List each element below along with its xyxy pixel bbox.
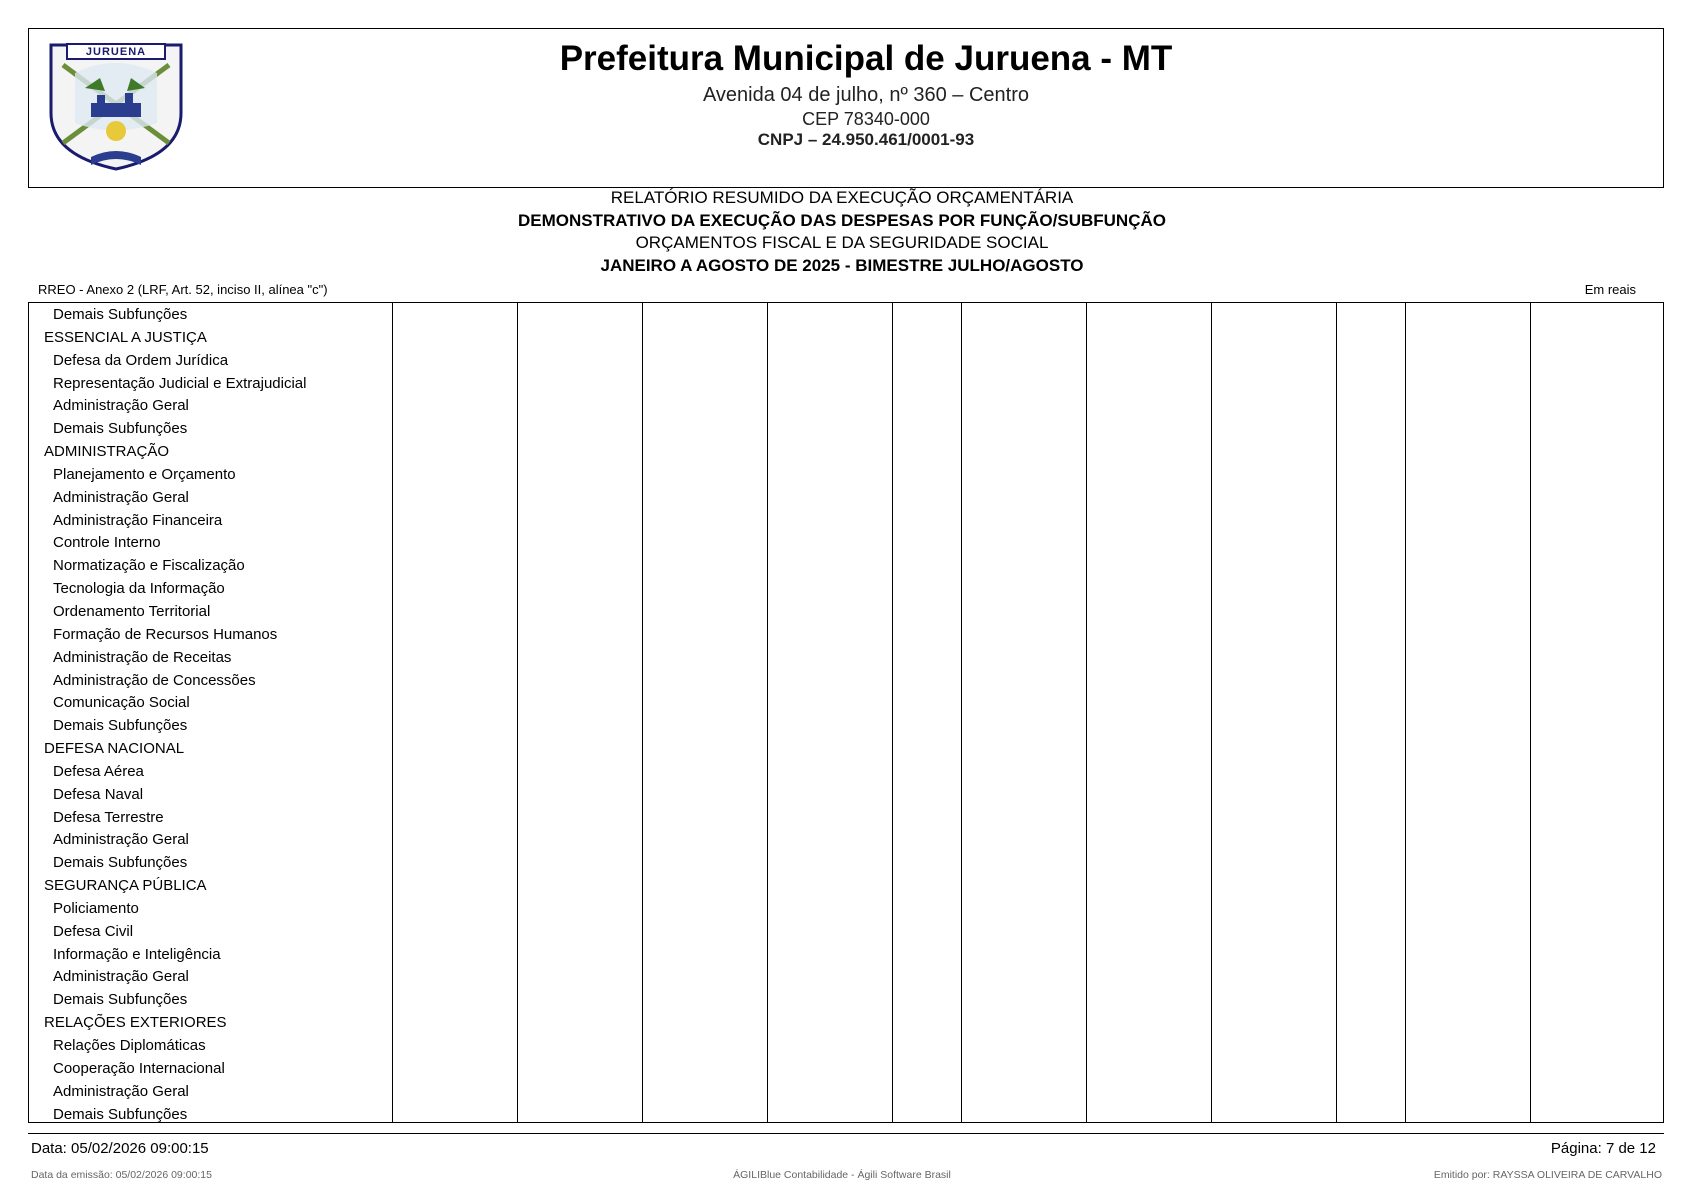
subfunction-row: Administração de Concessões xyxy=(53,671,256,689)
subfunction-row: Comunicação Social xyxy=(53,694,190,712)
subfunction-row: Administração Geral xyxy=(53,1082,189,1100)
subfunction-row: Defesa Civil xyxy=(53,922,134,940)
footer-page-number: Página: 7 de 12 xyxy=(1550,1140,1656,1157)
subfunction-row: Informação e Inteligência xyxy=(53,945,221,963)
subfunction-row: Tecnologia da Informação xyxy=(53,580,225,598)
subfunction-row: Defesa Terrestre xyxy=(53,808,164,826)
footer-emission-date: Data da emissão: 05/02/2026 09:00:15 xyxy=(31,1169,212,1181)
data-table xyxy=(28,302,1664,1123)
column-divider xyxy=(961,303,962,1122)
column-divider xyxy=(892,303,893,1122)
report-title-1: RELATÓRIO RESUMIDO DA EXECUÇÃO ORÇAMENTÁRIA xyxy=(610,188,1074,207)
subfunction-row: Demais Subfunções xyxy=(53,991,188,1009)
subfunction-row: Administração Geral xyxy=(53,488,189,506)
header-cep: CEP 78340-000 xyxy=(802,109,930,129)
subfunction-row: Administração Geral xyxy=(53,831,189,849)
subfunction-row: Defesa Aérea xyxy=(53,762,144,780)
footer-issued-by: Emitido por: RAYSSA OLIVEIRA DE CARVALHO xyxy=(1433,1169,1662,1181)
function-list xyxy=(29,304,389,1126)
column-divider xyxy=(1530,303,1531,1122)
column-divider xyxy=(517,303,518,1122)
column-divider xyxy=(767,303,768,1122)
column-divider xyxy=(642,303,643,1122)
subfunction-row: Demais Subfunções xyxy=(53,717,188,735)
footer-software: ÁGILIBlue Contabilidade - Ágili Software Brasil xyxy=(733,1169,951,1181)
subfunction-row: Demais Subfunções xyxy=(53,854,188,872)
subfunction-row: Demais Subfunções xyxy=(53,420,188,438)
subfunction-row: Demais Subfunções xyxy=(53,306,188,323)
column-divider xyxy=(1086,303,1087,1122)
subfunction-row: Policiamento xyxy=(53,899,139,917)
annex-reference: RREO - Anexo 2 (LRF, Art. 52, inciso II, alínea "c") xyxy=(38,282,328,297)
column-divider xyxy=(1336,303,1337,1122)
column-divider xyxy=(1405,303,1406,1122)
footer-divider xyxy=(28,1133,1664,1134)
subfunction-row: Normatização e Fiscalização xyxy=(53,557,245,575)
subfunction-row: Planejamento e Orçamento xyxy=(53,465,236,483)
header-address: Avenida 04 de julho, nº 360 – Centro xyxy=(702,84,1030,106)
subfunction-row: Administração de Receitas xyxy=(53,648,232,666)
header-cnpj: CNPJ – 24.950.461/0001-93 xyxy=(757,130,975,149)
subfunction-row: Administração Financeira xyxy=(53,511,223,529)
function-row: SEGURANÇA PÚBLICA xyxy=(44,877,207,895)
subfunction-row: Cooperação Internacional xyxy=(53,1059,225,1077)
subfunction-row: Demais Subfunções xyxy=(53,1105,188,1123)
report-titles xyxy=(0,187,1684,277)
subfunction-row: Administração Geral xyxy=(53,968,189,986)
subfunction-row: Formação de Recursos Humanos xyxy=(53,625,278,643)
subfunction-row: Controle Interno xyxy=(53,534,161,552)
function-row: DEFESA NACIONAL xyxy=(44,740,185,758)
footer-date: Data: 05/02/2026 09:00:15 xyxy=(31,1140,209,1157)
report-title-3: ORÇAMENTOS FISCAL E DA SEGURIDADE SOCIAL xyxy=(635,233,1049,252)
header-title: Prefeitura Municipal de Juruena - MT xyxy=(559,39,1173,78)
logo-word: JURUENA xyxy=(85,46,147,58)
report-title-4: JANEIRO A AGOSTO DE 2025 - BIMESTRE JULHO/AGOSTO xyxy=(600,255,1084,275)
column-divider xyxy=(1211,303,1212,1122)
report-title-2: DEMONSTRATIVO DA EXECUÇÃO DAS DESPESAS POR FUNÇÃO/SUBFUNÇÃO xyxy=(518,210,1166,230)
subfunction-row: Ordenamento Territorial xyxy=(53,602,211,620)
unit-label: Em reais xyxy=(1584,282,1636,297)
subfunction-row: Defesa da Ordem Jurídica xyxy=(53,351,229,369)
function-row: RELAÇÕES EXTERIORES xyxy=(44,1014,227,1032)
subfunction-row: Administração Geral xyxy=(53,397,189,415)
column-divider xyxy=(392,303,393,1122)
function-row: ADMINISTRAÇÃO xyxy=(44,443,170,461)
header-box xyxy=(28,28,1664,188)
subfunction-row: Relações Diplomáticas xyxy=(53,1037,206,1054)
subfunction-row: Representação Judicial e Extrajudicial xyxy=(53,374,307,392)
function-row: ESSENCIAL A JUSTIÇA xyxy=(44,328,207,346)
subfunction-row: Defesa Naval xyxy=(53,785,144,803)
